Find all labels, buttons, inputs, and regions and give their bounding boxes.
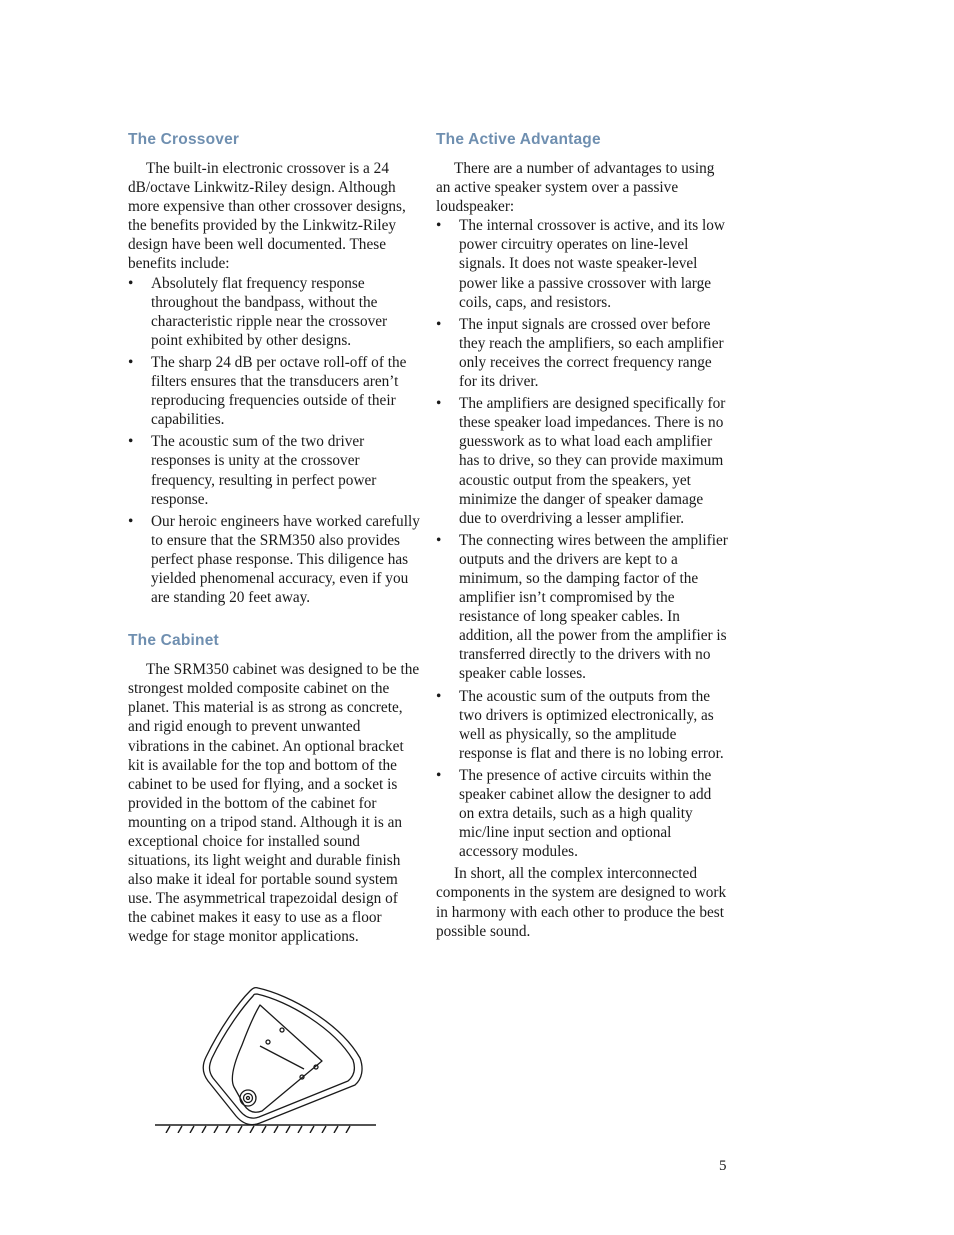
bullet-glyph: •: [128, 512, 134, 530]
list-item: • The acoustic sum of the two driver responses is unity at the crossover frequency, resulting in perfect power response.: [128, 433, 377, 508]
active-advantage-intro: There are a number of advantages to using an active speaker system over a passive loudspeaker:: [436, 160, 715, 216]
bullet-glyph: •: [128, 274, 134, 292]
cabinet-body: The SRM350 cabinet was designed to be the strongest molded composite cabinet on the planet. This material is as strong as concrete, and rigid enough to prevent unwanted vibrations in the cabinet. An optional bracket kit is available for the top and bottom of the cabinet to be used for flying, and a socket is provided in the bottom of the cabinet for mounting on a tripod stand. Although it is an exceptional choice for installed sound situations, its light weight and durable finish also make it ideal for portable sound system use. The asymmetrical trapezoidal design of the cabinet makes it easy to use as a floor wedge for stage monitor applications.: [128, 661, 420, 946]
bullet-glyph: •: [436, 531, 442, 549]
crossover-heading: The Crossover: [128, 131, 240, 148]
page-number: 5: [719, 1158, 727, 1174]
bullet-glyph: •: [128, 433, 134, 451]
list-item: • The internal crossover is active, and its low power circuitry operates on line-level signals. It does not waste speaker-level power like a passive crossover with large coils, caps, and resistors.: [436, 217, 725, 311]
bullet-glyph: •: [128, 353, 134, 371]
list-item: • The connecting wires between the amplifier outputs and the drivers are kept to a minimum, so the damping factor of the amplifier isn’t compromised by the resistance of long speaker cables. In addition, all the power from the amplifier is transferred directly to the drivers with no speaker cable losses.: [436, 531, 728, 683]
bullet-glyph: •: [436, 395, 442, 413]
left-column: [128, 127, 420, 947]
active-advantage-heading: The Active Advantage: [436, 131, 601, 148]
active-advantages-list: [436, 216, 728, 861]
crossover-intro: The built-in electronic crossover is a 24 dB/octave Linkwitz-Riley design. Although more expensive than other crossover designs, the benefits provided by the Linkwitz-Riley design have been well documented. These benefits include:: [128, 160, 406, 273]
list-item: • The amplifiers are designed specifically for these speaker load impedances. There is no guesswork as to what load each amplifier has to drive, so they can provide maximum acoustic output from the speakers, yet minimize the danger of speaker damage due to overdriving a lesser amplifier.: [436, 395, 726, 527]
right-column: [436, 127, 728, 941]
active-advantage-closing: In short, all the complex interconnected components in the system are designed to work in harmony with each other to produce the best possible sound.: [436, 865, 727, 940]
bullet-glyph: •: [436, 217, 442, 235]
list-item: • The sharp 24 dB per octave roll-off of the filters ensures that the transducers aren’t reproducing frequencies outside of their capabilities.: [128, 353, 407, 429]
cabinet-heading: The Cabinet: [128, 632, 219, 650]
list-item: • Absolutely flat frequency response throughout the bandpass, without the characteristic ripple near the crossover point exhibited by other designs.: [128, 274, 388, 349]
list-item: • The input signals are crossed over before they reach the amplifiers, so each amplifier only receives the correct frequency range for its driver.: [436, 315, 724, 391]
bullet-glyph: •: [436, 315, 442, 333]
list-item: • The presence of active circuits within the speaker cabinet allow the designer to add on extra details, such as a high quality mic/line input section and optional accessory modules.: [436, 766, 712, 861]
crossover-benefits-list: [128, 274, 420, 608]
speaker-floor-wedge-illustration: [150, 983, 380, 1133]
list-item: • Our heroic engineers have worked carefully to ensure that the SRM350 also provides perfect phase response. This diligence has yielded phenomenal accuracy, even if you are standing 20 feet away.: [128, 512, 420, 607]
bullet-glyph: •: [436, 766, 442, 784]
list-item: • The acoustic sum of the outputs from the two drivers is optimized electronically, as well as physically, so the amplitude response is flat and there is no lobing error.: [436, 687, 724, 762]
bullet-glyph: •: [436, 687, 442, 705]
